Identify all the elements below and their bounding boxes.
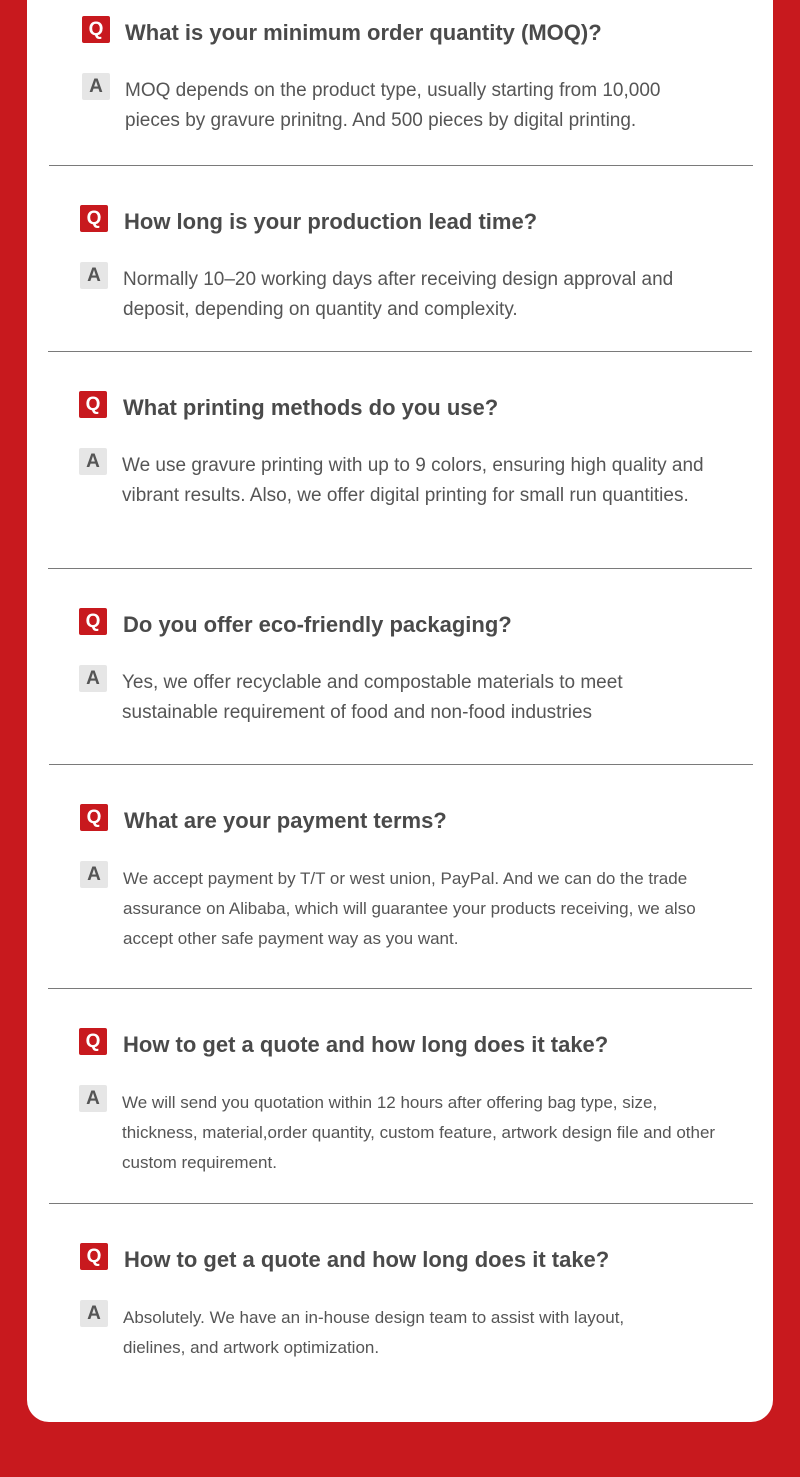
faq-divider xyxy=(49,764,753,765)
faq-question: Do you offer eco-friendly packaging? xyxy=(123,612,512,637)
question-badge: Q xyxy=(80,1243,108,1270)
faq-divider xyxy=(48,351,752,352)
answer-badge: A xyxy=(79,448,107,475)
faq-divider xyxy=(49,1203,753,1204)
faq-divider xyxy=(48,568,752,569)
answer-badge: A xyxy=(79,665,107,692)
faq-question: What is your minimum order quantity (MOQ)? xyxy=(125,20,602,45)
faq-question: How to get a quote and how long does it take? xyxy=(124,1247,610,1272)
faq-question: How long is your production lead time? xyxy=(124,209,538,234)
faq-card xyxy=(27,0,773,1422)
question-badge: Q xyxy=(80,804,108,831)
faq-answer: We use gravure printing with up to 9 colors, ensuring high quality and vibrant results. Also, we offer digital printing for small run quantities. xyxy=(122,455,704,506)
faq-answer: We accept payment by T/T or west union, PayPal. And we can do the trade assurance on Alibaba, which will guarantee your products receiving, we also accept other safe payment way as you want. xyxy=(123,869,696,948)
faq-divider xyxy=(49,165,753,166)
faq-answer: Absolutely. We have an in-house design team to assist with layout, dielines, and artwork optimization. xyxy=(123,1308,625,1357)
faq-answer: MOQ depends on the product type, usually starting from 10,000 pieces by gravure prinitng. And 500 pieces by digital printing. xyxy=(125,80,661,131)
answer-badge: A xyxy=(82,73,110,100)
question-badge: Q xyxy=(80,205,108,232)
answer-badge: A xyxy=(80,861,108,888)
faq-answer: Normally 10–20 working days after receiving design approval and deposit, depending on quantity and complexity. xyxy=(123,269,674,320)
faq-question: What printing methods do you use? xyxy=(123,395,499,420)
faq-question: How to get a quote and how long does it take? xyxy=(123,1032,609,1057)
faq-divider xyxy=(48,988,752,989)
question-badge: Q xyxy=(79,391,107,418)
answer-badge: A xyxy=(79,1085,107,1112)
faq-question: What are your payment terms? xyxy=(124,808,447,833)
faq-answer: Yes, we offer recyclable and compostable materials to meet sustainable requirement of food and non-food industries xyxy=(122,672,623,723)
question-badge: Q xyxy=(79,1028,107,1055)
question-badge: Q xyxy=(79,608,107,635)
answer-badge: A xyxy=(80,1300,108,1327)
answer-badge: A xyxy=(80,262,108,289)
question-badge: Q xyxy=(82,16,110,43)
faq-answer: We will send you quotation within 12 hours after offering bag type, size, thickness, material,order quantity, custom feature, artwork design file and other custom requirement. xyxy=(122,1093,716,1172)
